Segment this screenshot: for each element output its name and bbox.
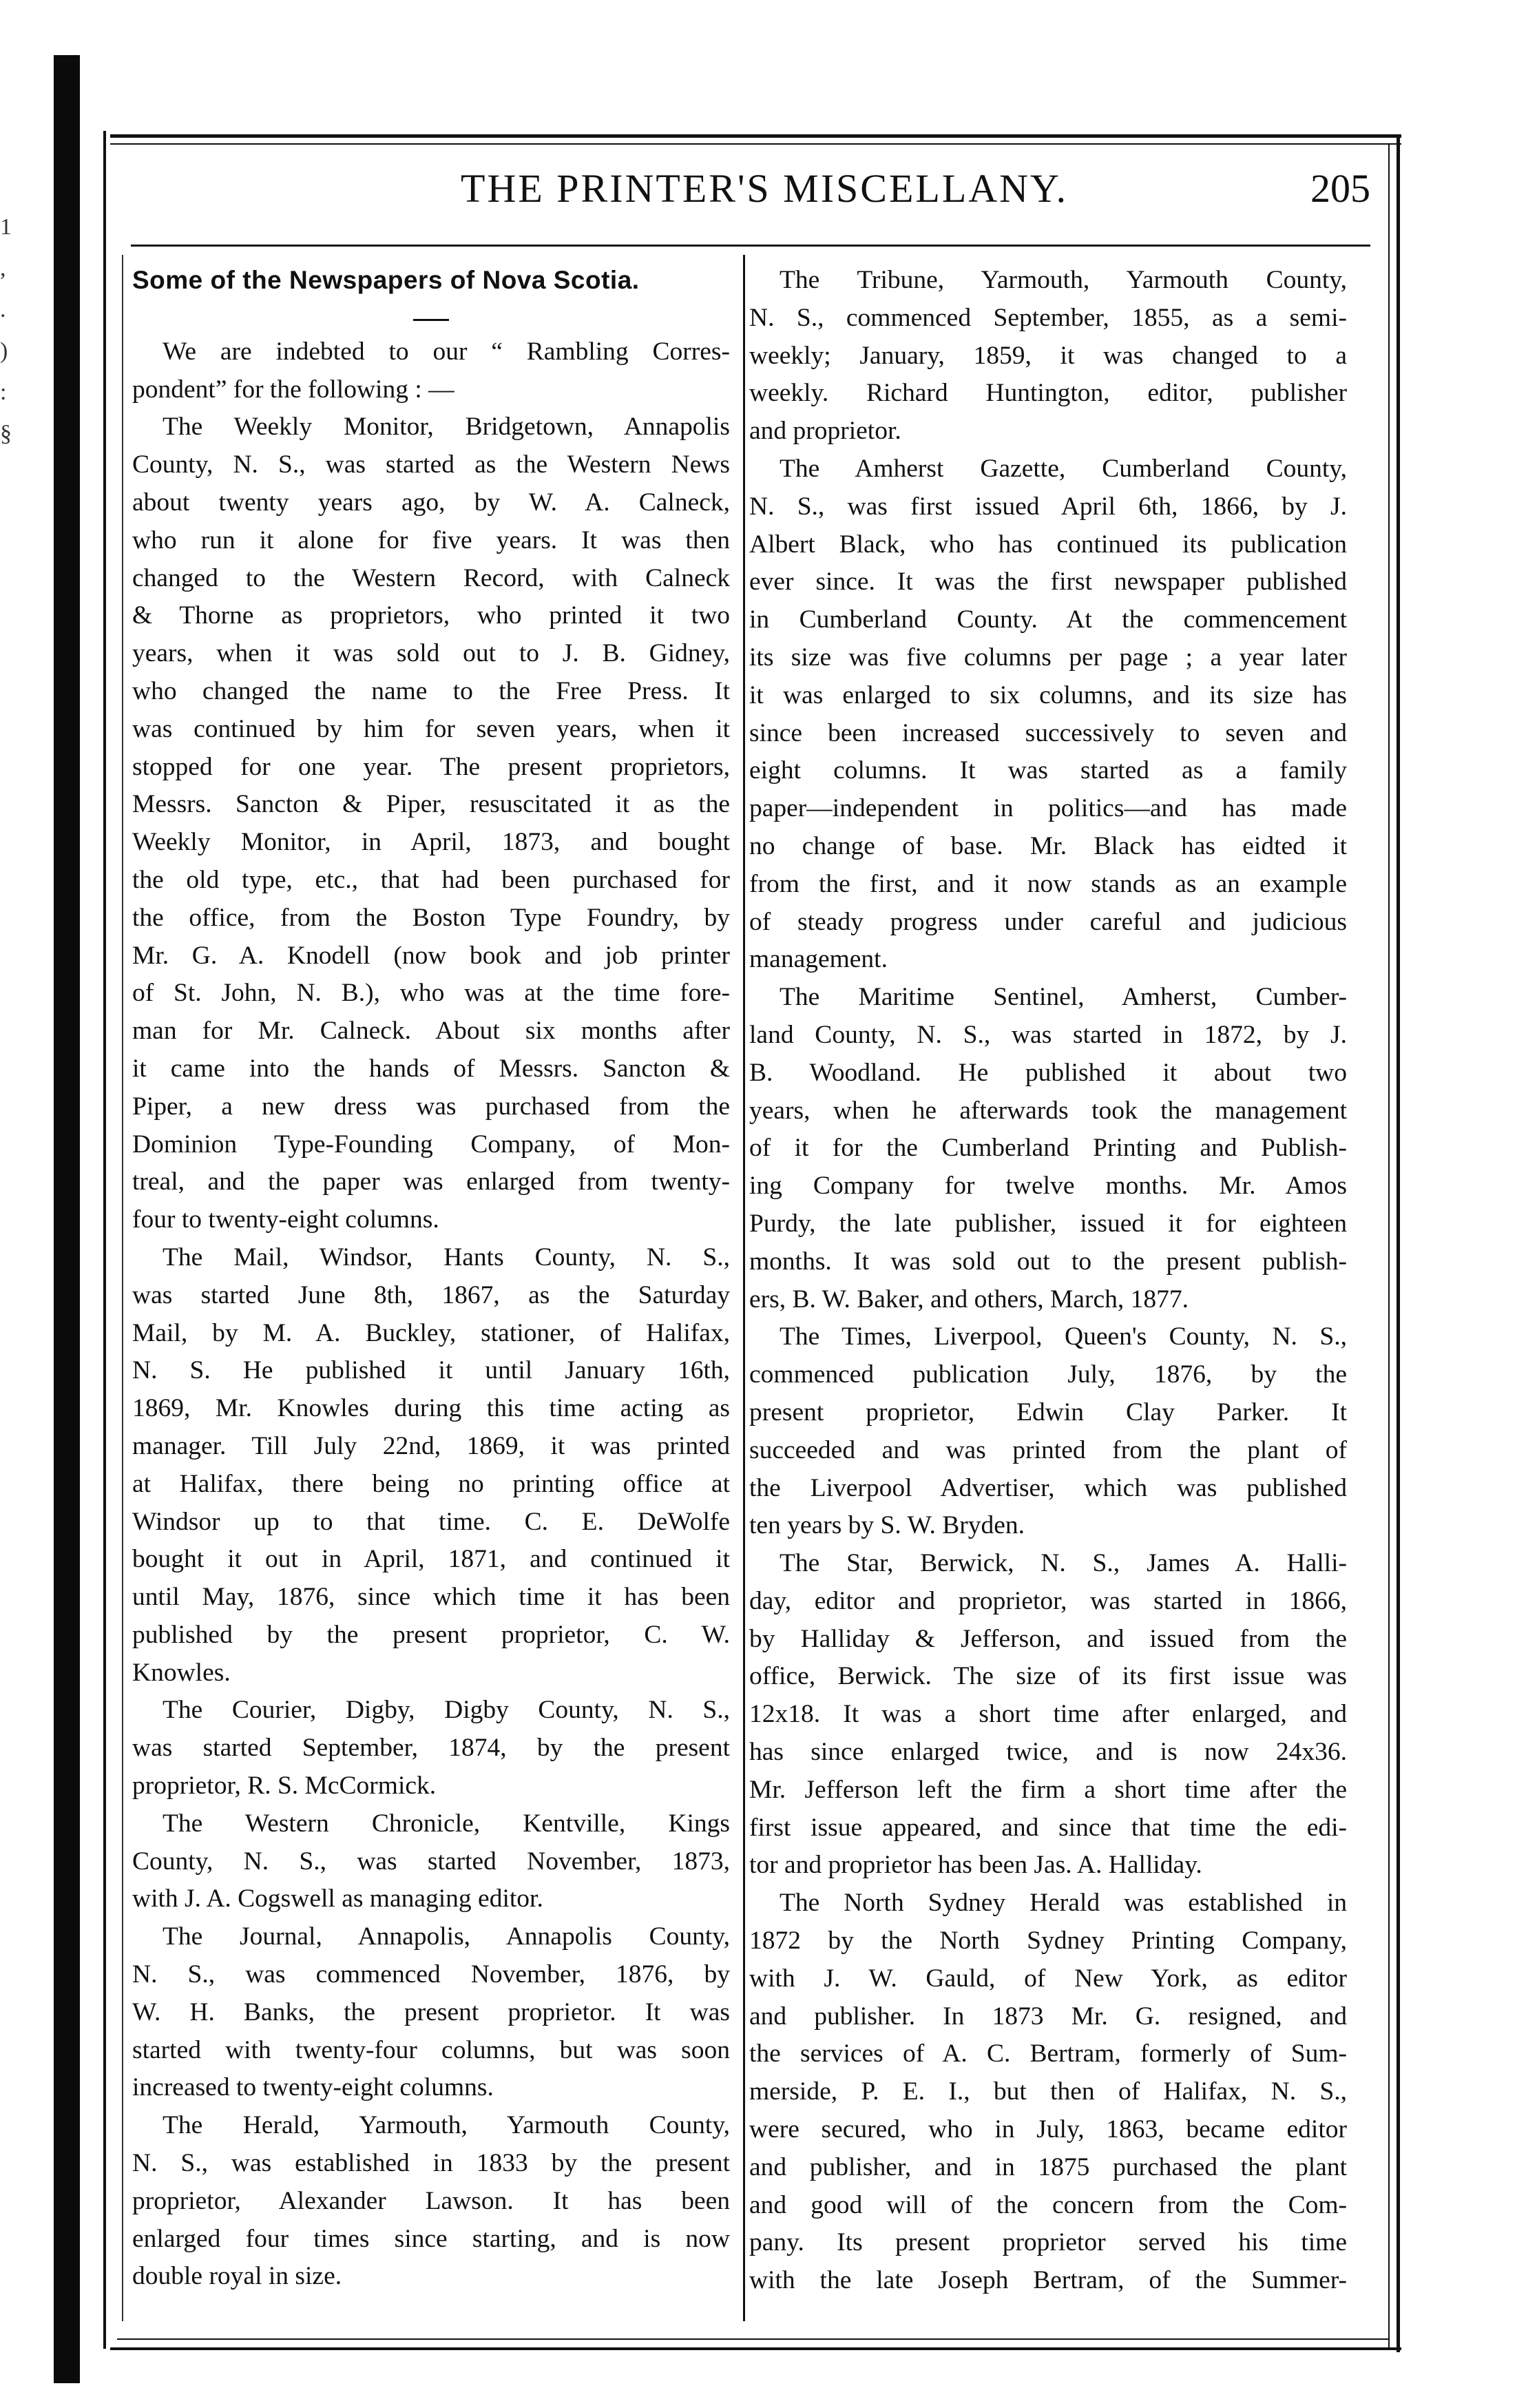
text-line: the office, from the Boston Type Foundry, by [132, 903, 730, 932]
frame-bottom-inner-rule [117, 2338, 1388, 2340]
text-line: W. H. Banks, the present proprietor. It was [132, 1997, 730, 2026]
text-line: with J. W. Gauld, of New York, as editor [749, 1964, 1347, 1993]
frame-bottom-rule [110, 2347, 1401, 2350]
text-line: man for Mr. Calneck. About six months after [132, 1017, 730, 1046]
text-line: The Maritime Sentinel, Amherst, Cumber- [780, 983, 1347, 1012]
text-line: of St. John, N. B.), who was at the time fore- [132, 979, 730, 1008]
text-line: of it for the Cumberland Printing and Publish- [749, 1134, 1347, 1163]
article-intro [132, 333, 730, 409]
text-line: The Star, Berwick, N. S., James A. Halli- [780, 1549, 1347, 1578]
paragraph [749, 450, 1347, 979]
column-divider [743, 255, 745, 2321]
text-line: until May, 1876, since which time it has been [132, 1583, 730, 1612]
paragraph [749, 1318, 1347, 1545]
margin-mark: § [0, 421, 12, 446]
text-line: eight columns. It was started as a family [749, 756, 1347, 785]
text-line: who changed the name to the Free Press. It [132, 676, 730, 705]
frame-top-rule [110, 134, 1401, 138]
text-line: were secured, who in July, 1863, became editor [749, 2115, 1347, 2144]
text-line: changed to the Western Record, with Calneck [132, 563, 730, 592]
text-line: was started June 8th, 1867, as the Saturday [132, 1280, 730, 1309]
margin-mark: : [0, 380, 7, 405]
frame-right-rule [1397, 134, 1400, 2352]
paragraph [749, 262, 1347, 450]
text-line: manager. Till July 22nd, 1869, it was printed [132, 1431, 730, 1460]
text-line: at Halifax, there being no printing office at [132, 1469, 730, 1498]
text-line: increased to twenty-eight columns. [132, 2073, 494, 2102]
text-line: County, N. S., was started November, 1873, [132, 1847, 730, 1876]
left-column-border [122, 255, 123, 2321]
text-line: its size was five columns per page ; a year later [749, 643, 1347, 672]
text-line: & Thorne as proprietors, who printed it two [132, 601, 730, 630]
text-line: with the late Joseph Bertram, of the Summer- [749, 2266, 1347, 2295]
text-line: the services of A. C. Bertram, formerly of Sum- [749, 2039, 1347, 2068]
text-line: N. S., was commenced November, 1876, by [132, 1960, 730, 1989]
article-title: Some of the Newspapers of Nova Scotia. [132, 266, 640, 294]
text-line: bought it out in April, 1871, and continued it [132, 1545, 730, 1574]
text-line: and publisher. In 1873 Mr. G. resigned, and [749, 2002, 1347, 2031]
text-line: The Weekly Monitor, Bridgetown, Annapolis [163, 413, 730, 442]
text-line: ers, B. W. Baker, and others, March, 1877. [749, 1285, 1189, 1314]
text-line: by Halliday & Jefferson, and issued from the [749, 1624, 1347, 1653]
paragraph [132, 1239, 730, 1692]
text-line: first issue appeared, and since that time the edi- [749, 1813, 1347, 1842]
text-line: management. [749, 945, 888, 974]
text-line: County, N. S., was started as the Western News [132, 450, 730, 479]
text-line: The North Sydney Herald was established in [780, 1889, 1347, 1918]
text-line: from the first, and it now stands as an example [749, 869, 1347, 898]
paragraph [132, 408, 730, 1239]
text-line: months. It was sold out to the present publish- [749, 1247, 1347, 1276]
text-line: weekly; January, 1859, it was changed to a [749, 341, 1347, 370]
text-line: 1872 by the North Sydney Printing Company, [749, 1927, 1347, 1955]
text-line: succeeded and was printed from the plant of [749, 1435, 1347, 1464]
text-line: commenced publication July, 1876, by the [749, 1360, 1347, 1389]
text-line: has since enlarged twice, and is now 24x36. [749, 1738, 1347, 1767]
book-binding-shadow [54, 55, 80, 2383]
header-rule [131, 245, 1370, 247]
text-line: and publisher, and in 1875 purchased the plant [749, 2152, 1347, 2181]
margin-mark: ) [0, 338, 8, 364]
running-head [131, 165, 1370, 227]
text-line: Mail, by M. A. Buckley, stationer, of Halifax, [132, 1318, 730, 1347]
text-line: The Tribune, Yarmouth, Yarmouth County, [780, 266, 1347, 294]
text-line: Mr. Jefferson left the firm a short time after the [749, 1775, 1347, 1804]
page-number: 205 [1310, 166, 1370, 211]
text-line: Purdy, the late publisher, issued it for eighteen [749, 1209, 1347, 1238]
text-line: The Herald, Yarmouth, Yarmouth County, [163, 2111, 730, 2140]
title-rule [413, 319, 449, 321]
paragraph [749, 979, 1347, 1318]
text-line: pany. Its present proprietor served his time [749, 2228, 1347, 2257]
paragraph [132, 1918, 730, 2107]
text-line: The Western Chronicle, Kentville, Kings [163, 1809, 730, 1838]
text-line: the Liverpool Advertiser, which was published [749, 1473, 1347, 1502]
left-column [132, 262, 730, 2296]
text-line: merside, P. E. I., but then of Halifax, N. S., [749, 2077, 1347, 2106]
text-line: ten years by S. W. Bryden. [749, 1511, 1025, 1540]
text-line: and good will of the concern from the Com- [749, 2190, 1347, 2219]
text-line: B. Woodland. He published it about two [749, 1058, 1347, 1087]
text-line: The Amherst Gazette, Cumberland County, [780, 454, 1347, 483]
running-title: THE PRINTER'S MISCELLANY. [461, 166, 1068, 211]
margin-mark: 1 [0, 214, 12, 240]
text-line: who run it alone for five years. It was then [132, 526, 730, 554]
text-line: N. S., commenced September, 1855, as a semi- [749, 303, 1347, 332]
right-column [749, 262, 1347, 2300]
text-line: in Cumberland County. At the commencement [749, 605, 1347, 634]
text-line: years, when it was sold out to J. B. Gidney, [132, 639, 730, 668]
text-line: it was enlarged to six columns, and its size has [749, 681, 1347, 709]
text-line: Mr. G. A. Knodell (now book and job printer [132, 941, 730, 970]
frame-top-inner-rule [110, 143, 1401, 145]
text-line: published by the present proprietor, C. W. [132, 1620, 730, 1649]
margin-marks [0, 207, 21, 620]
text-line: The Times, Liverpool, Queen's County, N. S., [780, 1322, 1347, 1351]
text-line: stopped for one year. The present proprietors, [132, 752, 730, 781]
text-line: N. S., was first issued April 6th, 1866, by J. [749, 492, 1347, 521]
text-line: The Journal, Annapolis, Annapolis County, [163, 1922, 730, 1951]
text-line: day, editor and proprietor, was started in 1866, [749, 1586, 1347, 1615]
text-line: no change of base. Mr. Black has eidted it [749, 831, 1347, 860]
text-line: started with twenty-four columns, but was soon [132, 2035, 730, 2064]
text-line: Dominion Type-Founding Company, of Mon- [132, 1130, 730, 1159]
text-line: N. S. He published it until January 16th, [132, 1356, 730, 1385]
right-paragraphs [749, 262, 1347, 2300]
text-line: enlarged four times since starting, and is now [132, 2224, 730, 2253]
text-line: ever since. It was the first newspaper published [749, 568, 1347, 596]
text-line: N. S., was established in 1833 by the present [132, 2149, 730, 2178]
text-line: office, Berwick. The size of its first issue was [749, 1662, 1347, 1691]
text-line: Windsor up to that time. C. E. DeWolfe [132, 1507, 730, 1536]
margin-mark: , [0, 256, 6, 281]
text-line: with J. A. Cogswell as managing editor. [132, 1885, 543, 1913]
text-line: the old type, etc., that had been purchased for [132, 865, 730, 894]
text-line: Knowles. [132, 1658, 231, 1687]
text-line: paper—independent in politics—and has made [749, 794, 1347, 823]
text-line: Piper, a new dress was purchased from the [132, 1092, 730, 1121]
text-line: pondent” for the following : — [132, 375, 454, 404]
text-line: 12x18. It was a short time after enlarged, and [749, 1700, 1347, 1729]
frame-right-inner-rule [1388, 143, 1390, 2347]
text-line: tor and proprietor has been Jas. A. Halliday. [749, 1851, 1202, 1880]
text-line: ing Company for twelve months. Mr. Amos [749, 1172, 1347, 1201]
text-line: double royal in size. [132, 2262, 342, 2291]
text-line: We are indebted to our “ Rambling Corres- [163, 337, 730, 366]
text-line: weekly. Richard Huntington, editor, publisher [749, 379, 1347, 408]
text-line: Weekly Monitor, in April, 1873, and bought [132, 828, 730, 857]
text-line: and proprietor. [749, 417, 901, 446]
text-line: was continued by him for seven years, when it [132, 714, 730, 743]
paragraph [132, 1805, 730, 1918]
paragraph [749, 1545, 1347, 1885]
text-line: about twenty years ago, by W. A. Calneck, [132, 488, 730, 517]
text-line: Messrs. Sancton & Piper, resuscitated it as the [132, 790, 730, 819]
paragraph [749, 1885, 1347, 2300]
text-line: land County, N. S., was started in 1872, by J. [749, 1020, 1347, 1049]
text-line: present proprietor, Edwin Clay Parker. It [749, 1398, 1347, 1426]
text-line: The Mail, Windsor, Hants County, N. S., [163, 1243, 730, 1272]
text-line: four to twenty-eight columns. [132, 1205, 439, 1234]
text-line: years, when he afterwards took the management [749, 1096, 1347, 1125]
text-line: proprietor, R. S. McCormick. [132, 1772, 437, 1800]
paragraph [132, 2107, 730, 2296]
text-line: The Courier, Digby, Digby County, N. S., [163, 1696, 730, 1725]
text-line: it came into the hands of Messrs. Sancton & [132, 1054, 730, 1083]
text-line: proprietor, Alexander Lawson. It has been [132, 2186, 730, 2215]
text-line: since been increased successively to seven and [749, 718, 1347, 747]
text-line: treal, and the paper was enlarged from twenty- [132, 1167, 730, 1196]
text-line: of steady progress under careful and judicious [749, 907, 1347, 936]
margin-mark: . [0, 297, 6, 322]
text-line: Albert Black, who has continued its publication [749, 530, 1347, 559]
text-line: was started September, 1874, by the present [132, 1734, 730, 1763]
text-line: 1869, Mr. Knowles during this time acting as [132, 1394, 730, 1423]
paragraph [132, 1692, 730, 1805]
left-margin-rule [103, 131, 106, 2349]
left-paragraphs [132, 408, 730, 2296]
